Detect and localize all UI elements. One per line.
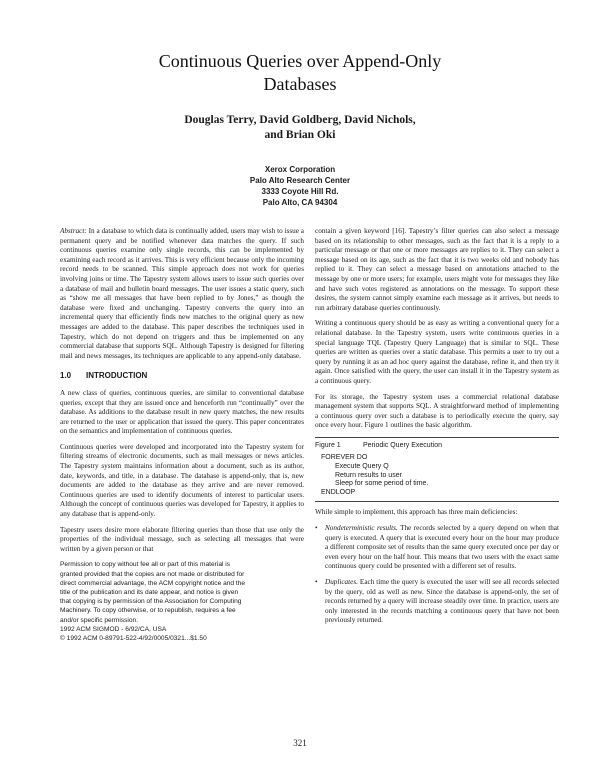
copyright-line: Permission to copy without fee all or part of this material is: [60, 561, 231, 569]
section-number: 1.0: [60, 371, 72, 381]
copyright-line: Machinery. To copy otherwise, or to republish, requires a fee: [60, 607, 236, 615]
copyright-line: title of the publication and its date appear, and notice is given: [60, 589, 239, 597]
abstract-body: In a database to which data is continually added, users may wish to issue a permanent query and be notified whenever data matches the query. If such continuous queries examine only single records, this can be implemented by examining each record as it arrives. This is very efficient because only the incoming record needs to be scanned. This simple approach does not work for queries involving joins or time. The Tapestry system allows users to issue such queries over a database of mail and bulletin board messages. The user issues a static query, such as “show me all messages that have been replied to by Jones,” as though the database were fixed and unchanging. Tapestry converts the query into an incremental query that efficiently finds new matches to the original query as new messages are added to the database. This paper describes the techniques used in Tapestry, which do not depend on triggers and thus be implemented on any commercial database that supports SQL. Although Tapestry is designed for filtering mail and news messages, its techniques are applicable to any append-only database.: [60, 227, 304, 360]
deficiency-list: [315, 524, 559, 626]
body-paragraph-1: contain a given keyword [16]. Tapestry’s filter queries can also select a message based on its relationship to other messages, such as the fact that it is a reply to a particular message or that one or more messages are replies to it. They can select a message based on its age, such as the fact that it is two weeks old and nobody has replied to it. They can select a message based on annotations attached to the message by one or more users; for example, users might vote for messages they like and have such votes registered as annotations on the message. To support these desires, the system cannot simply examine each message as it arrives, but needs to run arbitrary database queries continuously.: [315, 227, 559, 312]
copyright-notice: [60, 560, 304, 643]
page-number: 321: [293, 738, 307, 748]
section-heading-introduction: [60, 371, 304, 381]
bullet-icon: •: [315, 578, 318, 586]
body-paragraph-2: Writing a continuous query should be as easy as writing a conventional query for a relational database. In the Tapestry system, users write continuous queries in a special language TQL (Tapestry Query Language) that is similar to SQL. These queries are written as queries over a static database. This permits a user to try out a query by running it as an ad hoc query against the database, refine it, and then try it again. Once satisfied with the query, the user can install it in the Tapestry system as a continuous query.: [315, 319, 559, 385]
authors-line-1: Douglas Terry, David Goldberg, David Nichols,: [184, 114, 416, 126]
copyright-line: and/or specific permission.: [60, 616, 139, 624]
section-title: INTRODUCTION: [86, 371, 148, 381]
figure-algorithm: [315, 452, 559, 502]
abstract: [60, 227, 304, 361]
affiliation: [0, 164, 600, 208]
algorithm-line: Return results to user: [335, 471, 402, 479]
abstract-label: Abstract:: [60, 227, 87, 235]
affiliation-street: 3333 Coyote Hill Rd.: [261, 187, 339, 196]
author-list: [0, 113, 600, 143]
algorithm-line: ENDLOOP: [321, 488, 356, 496]
bullet-body: The records selected by a query depend on when that query is executed. A query that is executed every hour on the hour may produce a different composite set of results than the same query executed once per day or even every hour on the half hour. This means that two users with the exact same continuous query could be presented with a different set of results.: [325, 524, 559, 571]
affiliation-city: Palo Alto, CA 94304: [262, 198, 338, 207]
right-column: [315, 227, 559, 632]
figure-title: Periodic Query Execution: [363, 441, 442, 449]
list-item: [315, 578, 559, 626]
conference-line: 1992 ACM SIGMOD - 6/92/CA, USA: [60, 625, 167, 633]
affiliation-lab: Palo Alto Research Center: [249, 176, 351, 185]
algorithm-line: Sleep for some period of time.: [335, 480, 429, 488]
figure-caption: [315, 437, 559, 451]
intro-paragraph-1: A new class of queries, continuous queries, are similar to conventional database queries, except that they are issued once and henceforth run “continually” over the database. As additions to the database result in new query matches, the new results are returned to the user or application that issued the query. This paper concentrates on the semantics and implementation of continuous queries.: [60, 388, 304, 436]
affiliation-org: Xerox Corporation: [264, 165, 336, 174]
algorithm-line: FOREVER DO: [321, 454, 368, 462]
acm-isbn-line: © 1992 ACM 0-89791-522-4/92/0005/0321...$1.50: [60, 635, 207, 643]
bullet-label: Duplicates.: [325, 578, 358, 586]
algorithm-line: Execute Query Q: [335, 463, 389, 471]
body-paragraph-4: While simple to implement, this approach has three main deficiencies:: [315, 508, 518, 517]
copyright-line: granted provided that the copies are not made or distributed for: [60, 570, 245, 578]
intro-paragraph-3: Tapestry users desire more elaborate filtering queries than those that use only the properties of the individual message, such as selecting all messages that were written by a given person or that: [60, 525, 304, 553]
copyright-line: that copying is by permission of the Association for Computing: [60, 598, 242, 606]
title-line-1: Continuous Queries over Append-Only: [158, 51, 442, 71]
bullet-body: Each time the query is executed the user will see all records selected by the query, old as well as new. Since the database is append-only, the set of records returned by a query will increase steadily over time. In practice, users are only interested in the records matching a continuous query that have not been previously returned.: [325, 578, 559, 625]
title-line-2: Databases: [263, 74, 337, 94]
bullet-icon: •: [315, 524, 318, 533]
bullet-label: Nondeterministic results.: [325, 524, 398, 533]
copyright-line: direct commercial advantage, the ACM copyright notice and the: [60, 579, 246, 587]
list-item: [315, 524, 559, 572]
authors-line-2: and Brian Oki: [264, 129, 336, 141]
figure-label: Figure 1: [315, 441, 341, 449]
left-column: [60, 227, 304, 643]
body-paragraph-3: For its storage, the Tapestry system uses a commercial relational database management system that supports SQL. A straightforward method of implementing a continuous query over such a database is to periodically execute the query, say once every hour. Figure 1 outlines the basic algorithm.: [315, 392, 559, 430]
intro-paragraph-2: Continuous queries were developed and incorporated into the Tapestry system for filtering streams of electronic documents, such as mail messages or news articles. The Tapestry system maintains information about a document, such as its author, date, keywords, and title, in a database. The database is append-only, that is, new documents are added to the database as they arrive and are never removed. Continuous queries are used to identify documents of interest to particular users. Although the concept of continuous queries was developed for Tapestry, it applies to any database that is append-only.: [60, 442, 304, 519]
paper-title: [0, 50, 600, 96]
